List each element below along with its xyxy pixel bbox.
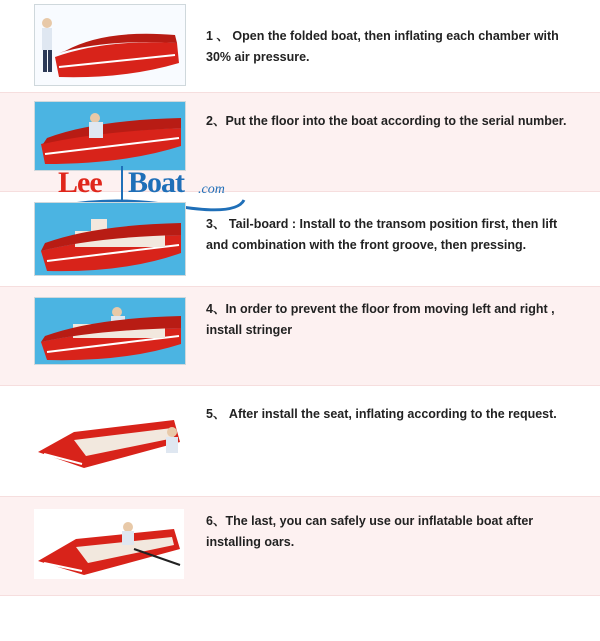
step-5 — [0, 384, 600, 496]
logo-boat-text: Boat — [128, 166, 184, 199]
step-4-text: 4、In order to prevent the floor from moving left and right , install stringer — [206, 302, 555, 337]
step-5-photo — [34, 402, 184, 472]
step-2-photo — [34, 101, 186, 171]
step-6-text: 6、The last, you can safely use our inflatable boat after installing oars. — [206, 514, 534, 549]
step-6 — [0, 496, 600, 596]
logo-lee-text: Lee — [58, 166, 102, 199]
step-6-photo — [34, 509, 184, 579]
step-4-photo — [34, 297, 186, 365]
step-3 — [0, 190, 600, 286]
step-3-photo — [34, 202, 186, 276]
step-1 — [0, 0, 600, 92]
step-3-text: 3、 Tail-board : Install to the transom position first, then lift and combination with the front groove, then pressing. — [206, 217, 558, 252]
step-1-photo — [34, 4, 186, 86]
step-4 — [0, 286, 600, 386]
step-5-text: 5、 After install the seat, inflating according to the request. — [206, 407, 557, 421]
logo-com-text: .com — [198, 182, 225, 197]
step-1-text: 1 、 Open the folded boat, then inflating each chamber with 30% air pressure. — [206, 29, 559, 64]
step-2-text: 2、Put the floor into the boat according to the serial number. — [206, 114, 567, 128]
